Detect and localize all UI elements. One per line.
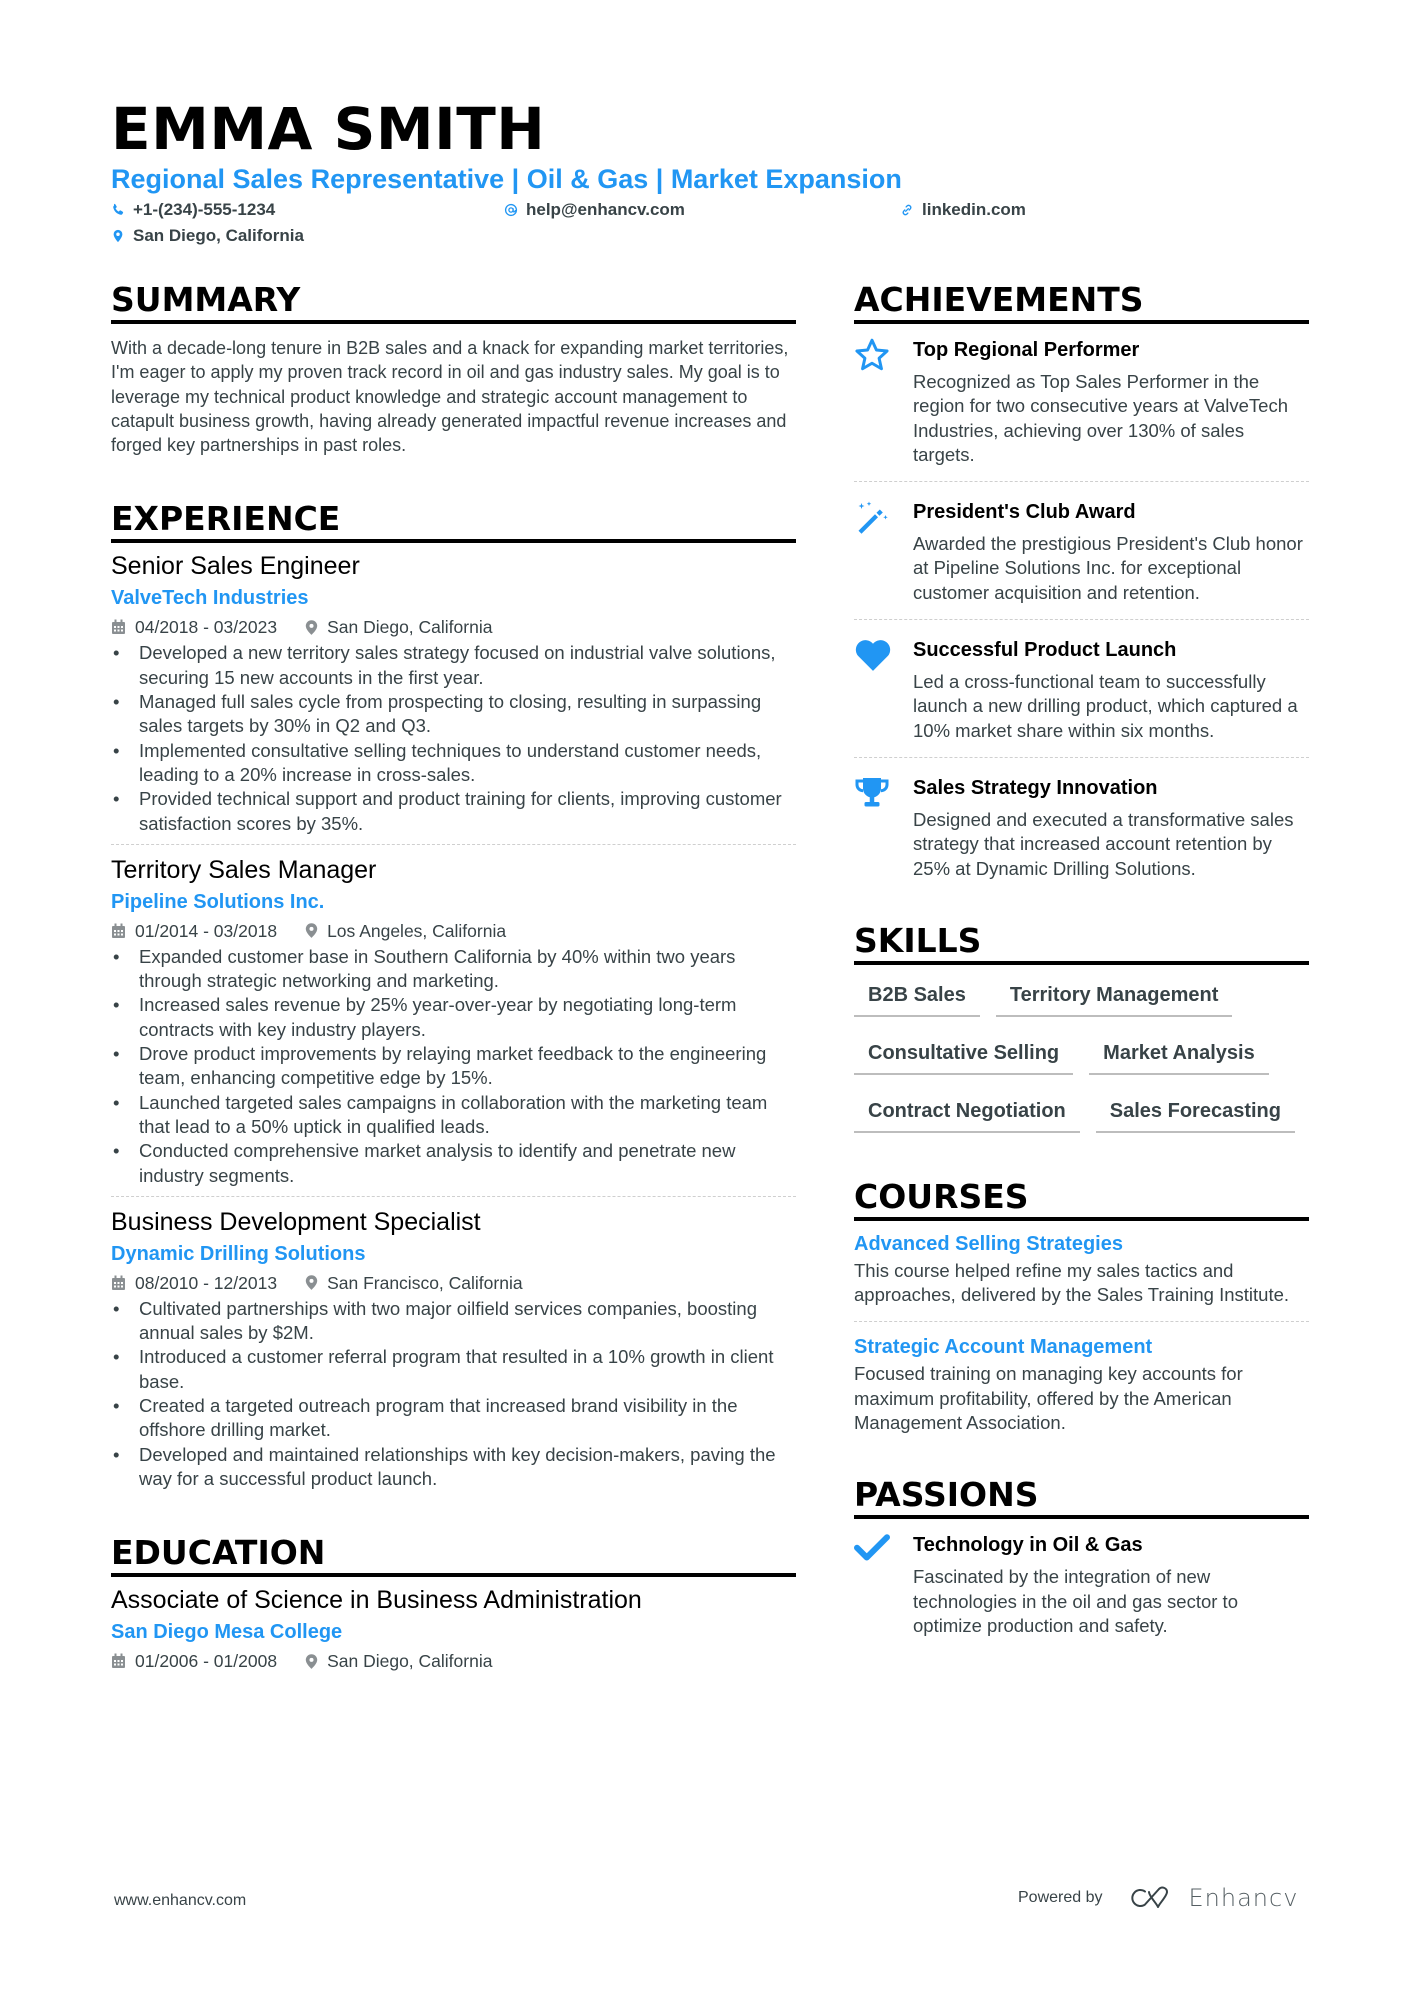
resume-header [111,96,1311,254]
education-section [111,1533,796,1683]
calendar-icon [111,923,126,939]
course-item [854,1225,1309,1322]
checkmark-icon [854,1533,890,1561]
achievement-description: Recognized as Top Sales Performer in the region for two consecutive years at ValveTech Industries, achieving over 130% of sales targets. [913,371,1288,465]
left-column [111,280,796,1683]
section-divider [111,320,796,324]
education-entry [111,1583,796,1683]
footer-website[interactable]: www.enhancv.com [114,1892,247,1909]
contact-email[interactable] [504,198,685,222]
summary-text: With a decade-long tenure in B2B sales and a knack for expanding market territories, I'm eager to apply my proven track record in oil and gas industry sales. My goal is to leverage my technical product knowledge and strategic account management to catapult business growth, having already generated impactful revenue increases and forged key partnerships in past roles. [111,338,789,456]
location-pin-icon [305,619,318,636]
job-title: Territory Sales Manager [111,855,377,884]
education-meta [111,1647,796,1675]
achievements-section [854,280,1309,895]
calendar-icon [111,619,126,635]
contact-linkedin[interactable] [900,198,1026,222]
bullet-item: • Increased sales revenue by 25% year-over-year by negotiating long-term contracts with key industry players. [111,993,796,1042]
phone-icon [111,202,125,218]
job-location: Los Angeles, California [327,920,507,941]
passion-title: Technology in Oil & Gas [913,1534,1143,1557]
job-location: San Diego, California [327,617,493,638]
achievement-item [854,619,1309,757]
location-pin-icon [305,1274,318,1291]
achievement-title: President's Club Award [913,501,1136,524]
degree-title: Associate of Science in Business Administration [111,1586,642,1615]
bullet-item: • Developed and maintained relationships with key decision-makers, paving the way for a successful product launch. [111,1443,796,1492]
bullet-item: • Conducted comprehensive market analysis to identify and penetrate new industry segments. [111,1139,796,1188]
job-title: Business Development Specialist [111,1207,481,1236]
location-pin-icon [111,228,125,244]
section-title-skills: SKILLS [854,920,982,960]
courses-section [854,1177,1309,1449]
at-icon [504,202,518,218]
section-title-education: EDUCATION [111,1533,326,1573]
course-title: Strategic Account Management [854,1336,1153,1359]
footer-branding [1018,1884,1298,1912]
bullet-item: • Implemented consultative selling techniques to understand customer needs, leading to a 20% increase in cross-sales. [111,739,796,788]
bullet-item: • Launched targeted sales campaigns in collaboration with the marketing team that lead to a 50% uptick in qualified leads. [111,1091,796,1140]
right-column [854,280,1309,1652]
skill-tag: Territory Management [996,983,1233,1017]
skill-tag: Sales Forecasting [1096,1099,1295,1133]
section-divider [854,320,1309,324]
achievement-item [854,326,1309,481]
education-location: San Diego, California [327,1651,493,1672]
bullet-item: • Expanded customer base in Southern California by 40% within two years through strategic networking and marketing. [111,945,796,994]
job-dates: 01/2014 - 03/2018 [135,920,278,941]
calendar-icon [111,1653,126,1669]
calendar-icon [111,1275,126,1291]
job-bullets [111,1297,796,1491]
job-dates: 04/2018 - 03/2023 [135,617,278,638]
passions-section [854,1475,1309,1652]
school-name: San Diego Mesa College [111,1621,343,1644]
course-description: Focused training on managing key accounts for maximum profitability, offered by the American Management Association. [854,1363,1243,1434]
achievement-item [854,481,1309,619]
passion-item [854,1521,1309,1652]
section-title-passions: PASSIONS [854,1475,1039,1515]
location-pin-icon [305,1653,318,1670]
experience-section [111,499,796,1499]
job-meta [111,613,796,641]
enhancv-logo-icon [1129,1885,1175,1911]
heart-icon [854,638,892,672]
achievement-title: Top Regional Performer [913,339,1140,361]
bullet-item: • Developed a new territory sales strategy focused on industrial valve solutions, securing 15 new accounts in the first year. [111,641,796,690]
experience-entry [111,1196,796,1499]
bullet-item: • Managed full sales cycle from prospecting to closing, resulting in surpassing sales targets by 30% in Q2 and Q3. [111,690,796,739]
skill-tag: Market Analysis [1089,1041,1269,1075]
powered-by-label: Powered by [1018,1889,1103,1906]
phone-text: +1-(234)-555-1234 [133,200,276,219]
passion-description: Fascinated by the integration of new technologies in the oil and gas sector to optimize production and safety. [913,1566,1238,1636]
location-pin-icon [305,922,318,939]
achievement-item [854,757,1309,895]
job-meta [111,917,796,945]
star-icon [854,338,890,372]
linkedin-text: linkedin.com [922,200,1026,219]
bullet-item: • Drove product improvements by relaying market feedback to the engineering team, enhancing competitive edge by 15%. [111,1042,796,1091]
achievement-description: Led a cross-functional team to successfully launch a new drilling product, which captured a 10% market share within six months. [913,671,1298,741]
job-meta [111,1269,796,1297]
achievement-title: Successful Product Launch [913,639,1177,662]
achievement-description: Awarded the prestigious President's Club honor at Pipeline Solutions Inc. for exceptional customer acquisition and retention. [913,533,1303,603]
candidate-name: EMMA SMITH [111,95,546,163]
brand-name: Enhancv [1188,1884,1299,1912]
candidate-headline: Regional Sales Representative | Oil & Gas | Market Expansion [111,164,902,194]
section-divider [854,961,1309,965]
achievement-title: Sales Strategy Innovation [913,776,1158,799]
skill-tag: B2B Sales [854,983,980,1017]
company-name: Dynamic Drilling Solutions [111,1242,366,1265]
section-divider [111,539,796,543]
email-text: help@enhancv.com [526,200,685,219]
job-location: San Francisco, California [327,1272,523,1293]
section-title-achievements: ACHIEVEMENTS [854,280,1144,319]
job-title: Senior Sales Engineer [111,552,360,581]
location-text: San Diego, California [133,226,304,245]
summary-section [111,280,796,457]
section-divider [111,1573,796,1577]
skills-section [854,921,1309,1133]
achievement-description: Designed and executed a transformative sales strategy that increased account retention by 25% at Dynamic Drilling Solutions. [913,808,1294,879]
bullet-item: • Provided technical support and product training for clients, improving customer satisfaction scores by 35%. [111,787,796,836]
education-dates: 01/2006 - 01/2008 [135,1651,278,1672]
link-icon [900,202,914,218]
contact-phone[interactable] [111,198,275,222]
section-title-courses: COURSES [854,1176,1029,1216]
course-title: Advanced Selling Strategies [854,1232,1123,1255]
section-title-summary: SUMMARY [111,280,301,319]
bullet-item: • Cultivated partnerships with two major oilfield services companies, boosting annual sales by $2M. [111,1297,796,1346]
bullet-item: • Created a targeted outreach program that increased brand visibility in the offshore drilling market. [111,1394,796,1443]
course-description: This course helped refine my sales tactics and approaches, delivered by the Sales Training Institute. [854,1259,1290,1306]
course-item [854,1321,1309,1449]
contact-info [111,198,1311,254]
company-name: ValveTech Industries [111,587,309,610]
trophy-icon [854,776,890,810]
brand-logo[interactable] [1129,1884,1299,1912]
section-divider [854,1515,1309,1519]
magic-wand-icon [854,500,890,536]
contact-location [111,224,304,248]
company-name: Pipeline Solutions Inc. [111,890,325,913]
section-divider [854,1217,1309,1221]
job-dates: 08/2010 - 12/2013 [135,1272,278,1293]
job-bullets [111,641,796,835]
job-bullets [111,945,796,1188]
experience-entry [111,549,796,843]
bullet-item: • Introduced a customer referral program that resulted in a 10% growth in client base. [111,1345,796,1394]
skill-tag: Consultative Selling [854,1041,1073,1075]
skills-list [854,975,1309,1133]
skill-tag: Contract Negotiation [854,1099,1080,1133]
section-title-experience: EXPERIENCE [111,499,341,539]
experience-entry [111,844,796,1196]
